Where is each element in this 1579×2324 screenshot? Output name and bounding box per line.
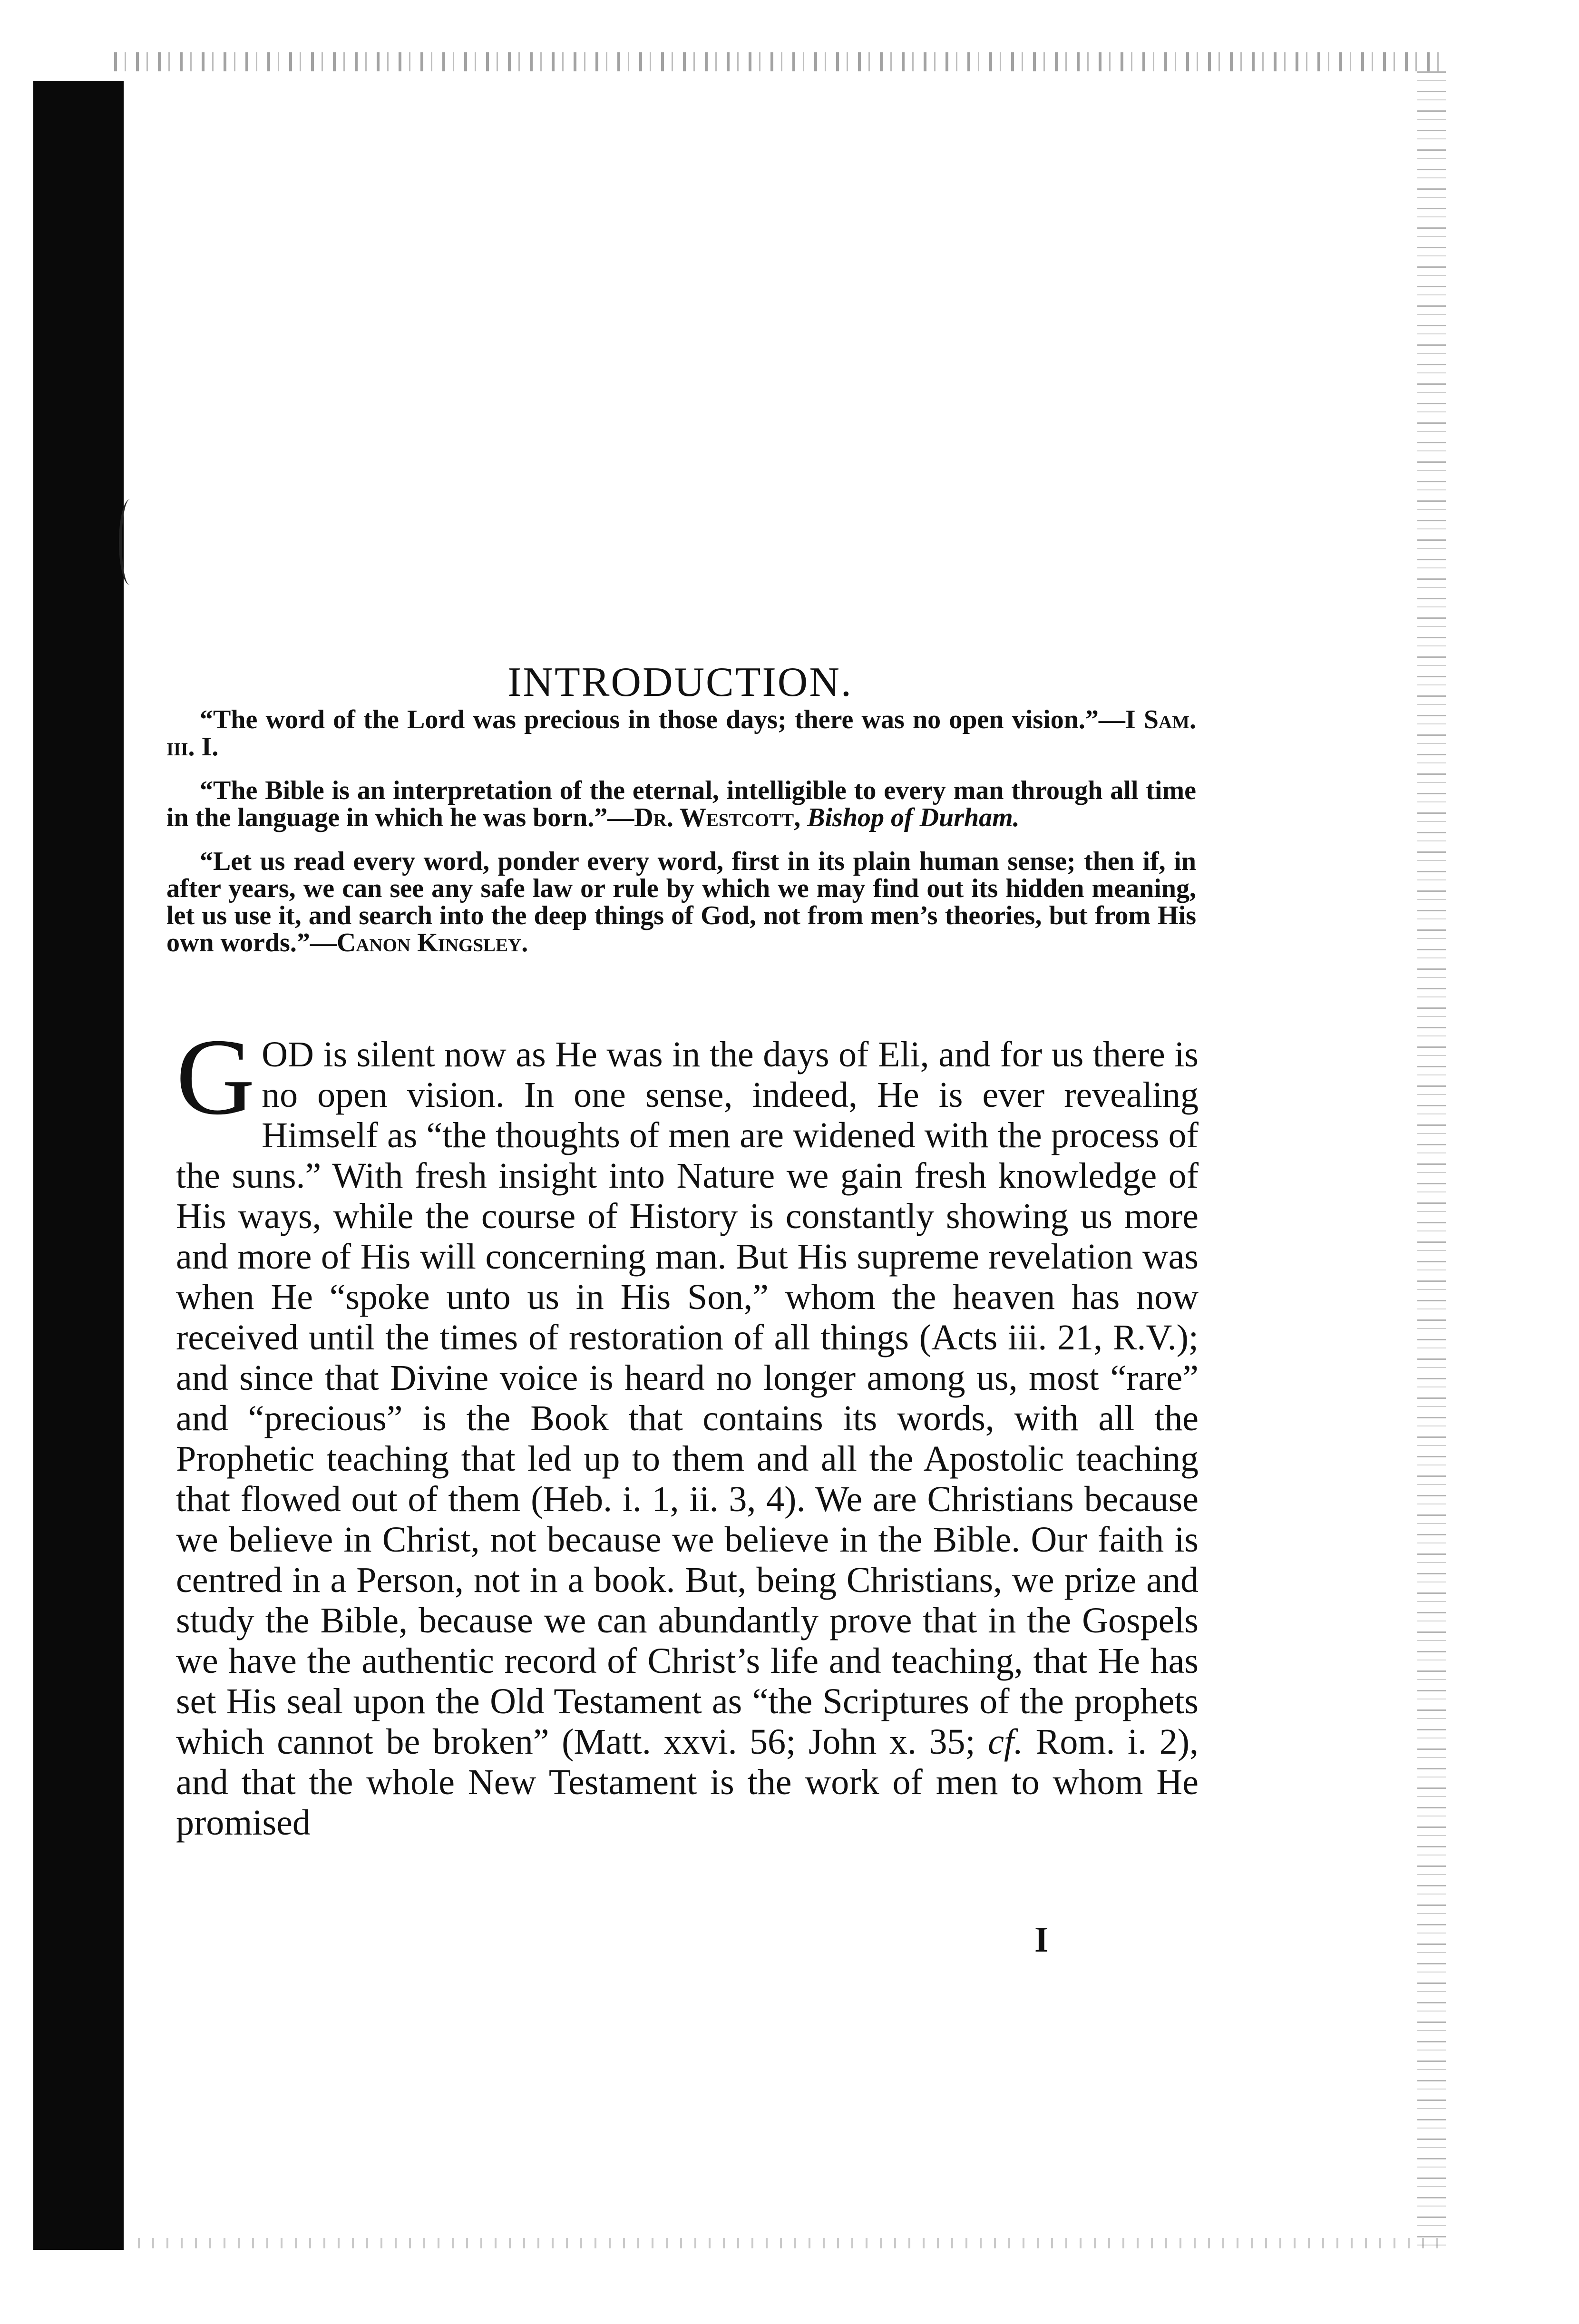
epigraph-2 xyxy=(166,777,1196,831)
epigraphs xyxy=(166,706,1196,973)
page-title: INTRODUCTION. xyxy=(507,659,853,705)
body-text-italic: cf. xyxy=(988,1722,1023,1762)
epigraph-quote: “The word of the Lord was precious in those days; there was no open vision.”— xyxy=(200,705,1125,734)
body-text-end: Rom. i. 2), and that the whole New Testament is the work of men to whom He promised xyxy=(176,1722,1199,1843)
epigraph-1 xyxy=(166,706,1196,761)
drop-cap: G xyxy=(176,1016,255,1137)
scan-noise-top xyxy=(114,52,1446,71)
epigraph-3 xyxy=(166,848,1196,957)
page-number: I xyxy=(1034,1920,1049,1960)
epigraph-attribution: Canon Kingsley. xyxy=(336,928,528,957)
epigraph-quote: “The Bible is an interpretation of the eternal, intelligible to every man through all time in the language in which he was born.”— xyxy=(166,776,1196,832)
epigraph-attribution: I Sam. iii. I. xyxy=(166,705,1196,762)
book-spine-shadow xyxy=(33,81,124,2250)
epigraph-attribution-role: Bishop of Durham. xyxy=(807,803,1020,832)
gutter-mark xyxy=(119,499,141,585)
scan-noise-bottom xyxy=(138,2238,1446,2248)
body-text: OD is silent now as He was in the days of Eli, and for us there is no open vision. In one sense, indeed, He is ever revealing Himself as “the thoughts of men are widened with the process of the suns.” With fresh insight into Nature we gain fresh knowledge of His ways, while the course of History is constantly showing us more and more of His will concerning man. But His supreme revelation was when He “spoke unto us in His Son,” whom the heaven has now received until the times of restoration of all things (Acts iii. 21, R.V.); and since that Divine voice is heard no longer among us, most “rare” and “precious” is the Book that contains its words, with all the Prophetic teaching that led up to them and all the Apostolic teaching that flowed out of them (Heb. i. 1, ii. 3, 4). We are Christians because we believe in Christ, not because we believe in the Bible. Our faith is centred in a Person, not in a book. But, being Christians, we prize and study the Bible, because we can abundantly prove that in the Gospels we have the authentic record of Christ’s life and teaching, that He has set His seal upon the Old Testament as “the Scriptures of the prophets which cannot be broken” (Matt. xxvi. 56; John x. 35; xyxy=(176,1035,1199,1762)
epigraph-attribution: Dr. Westcott, xyxy=(634,803,801,832)
body-paragraph xyxy=(176,1016,1199,1843)
scan-noise-right xyxy=(1417,71,1446,2250)
epigraph-quote: “Let us read every word, ponder every word, first in its plain human sense; then if, in after years, we can see any safe law or rule by which we may find out its hidden meaning, let us use it, and search into the deep things of God, not from men’s theories, but from His own words.”— xyxy=(166,847,1196,957)
